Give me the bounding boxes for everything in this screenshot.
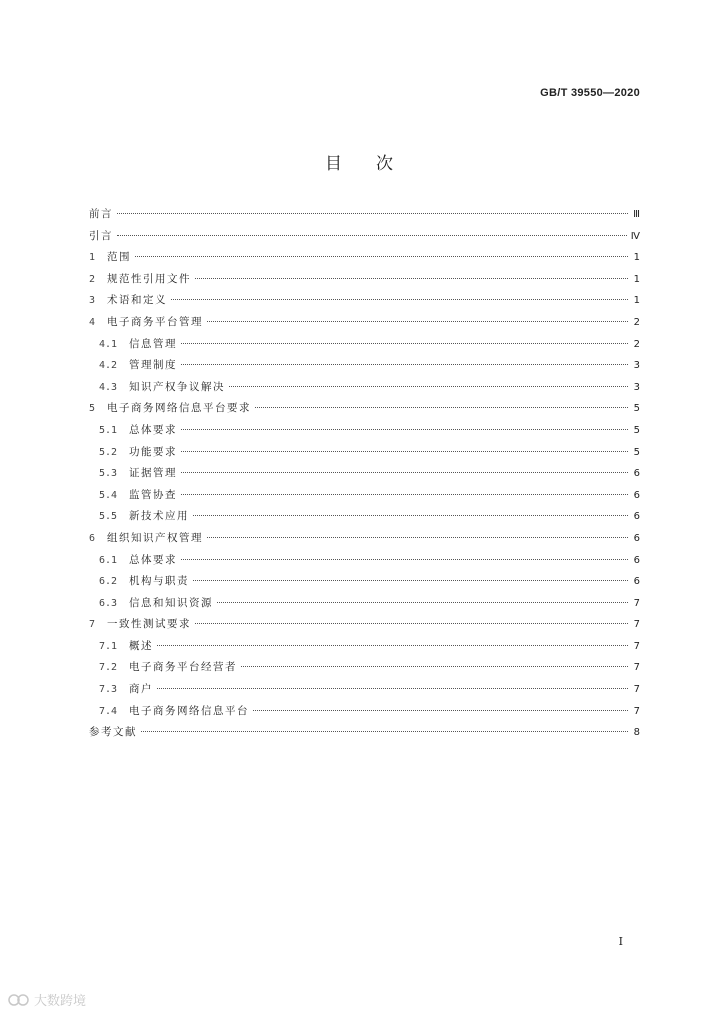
toc-entry-page: 5 <box>633 403 640 415</box>
toc-entry[interactable] <box>89 228 640 250</box>
toc-entry-title: 规范性引用文件 <box>107 272 191 285</box>
toc-entry-page: 2 <box>633 316 640 328</box>
toc-entry-title: 范围 <box>107 251 131 264</box>
dot-leader <box>229 386 628 387</box>
toc-entry-number: 4.3 <box>99 381 118 393</box>
dot-leader <box>241 666 628 667</box>
toc-entry-title: 术语和定义 <box>107 294 167 307</box>
watermark-logo-icon <box>8 993 30 1007</box>
toc-entry-number: 4 <box>89 316 96 328</box>
dot-leader <box>141 731 628 732</box>
toc-entry-title: 信息管理 <box>129 337 177 350</box>
toc-entry-page: 7 <box>633 662 640 674</box>
toc-entry-number: 7.1 <box>99 640 118 652</box>
toc-entry-number: 5.3 <box>99 468 118 480</box>
dot-leader <box>253 710 628 711</box>
toc-entry[interactable] <box>89 314 640 336</box>
toc-entry-number: 7.2 <box>99 662 118 674</box>
toc-entry[interactable] <box>89 724 640 746</box>
toc-entry-title: 功能要求 <box>129 445 177 458</box>
toc-entry[interactable] <box>89 271 640 293</box>
toc-entry[interactable] <box>89 616 640 638</box>
toc-entry-title: 组织知识产权管理 <box>107 531 203 544</box>
dot-leader <box>181 494 628 495</box>
toc-entry-page: 3 <box>633 381 640 393</box>
dot-leader <box>207 537 628 538</box>
toc-entry-title: 监管协查 <box>129 488 177 501</box>
toc-entry-page: 5 <box>633 446 640 458</box>
toc-entry-page: 1 <box>633 252 640 264</box>
toc-entry[interactable] <box>89 400 640 422</box>
standard-code: GB/T 39550—2020 <box>540 87 640 99</box>
toc-entry-number: 6.2 <box>99 576 118 588</box>
dot-leader <box>181 472 628 473</box>
toc-entry-page: 7 <box>633 619 640 631</box>
toc-entry[interactable] <box>89 573 640 595</box>
dot-leader <box>171 299 628 300</box>
toc-entry[interactable] <box>89 465 640 487</box>
toc-entry-number: 5.4 <box>99 489 118 501</box>
toc-entry-title: 信息和知识资源 <box>129 596 213 609</box>
page-title: 目次 <box>325 154 427 174</box>
toc-entry-page: 7 <box>633 597 640 609</box>
dot-leader <box>181 364 628 365</box>
toc-entry-page: 7 <box>633 705 640 717</box>
toc-entry-page: Ⅲ <box>633 209 640 220</box>
toc-entry[interactable] <box>89 379 640 401</box>
toc-entry-page: 6 <box>633 554 640 566</box>
toc-entry[interactable] <box>89 292 640 314</box>
dot-leader <box>117 235 627 236</box>
dot-leader <box>195 623 628 624</box>
toc-entry-page: Ⅳ <box>630 230 640 242</box>
toc-entry-title: 商户 <box>129 683 153 696</box>
dot-leader <box>181 343 628 344</box>
toc-entry-number: 5 <box>89 403 96 415</box>
toc-entry-title: 前言 <box>89 208 113 220</box>
toc-entry-number: 1 <box>89 252 96 264</box>
toc-entry[interactable] <box>89 206 640 228</box>
toc-entry-title: 新技术应用 <box>129 510 189 523</box>
dot-leader <box>193 515 628 516</box>
toc-entry-title: 总体要求 <box>129 423 177 436</box>
dot-leader <box>193 580 628 581</box>
dot-leader <box>135 256 628 257</box>
toc-entry-number: 3 <box>89 295 96 307</box>
table-of-contents <box>89 206 640 746</box>
toc-entry-number: 6.1 <box>99 554 118 566</box>
dot-leader <box>157 645 628 646</box>
toc-entry-title: 引言 <box>89 229 113 242</box>
toc-entry[interactable] <box>89 508 640 530</box>
toc-entry-title: 参考文献 <box>89 726 137 739</box>
toc-entry[interactable] <box>89 703 640 725</box>
toc-entry-page: 7 <box>633 640 640 652</box>
toc-entry-number: 5.1 <box>99 424 118 436</box>
toc-entry-page: 3 <box>633 360 640 372</box>
dot-leader <box>207 321 628 322</box>
toc-entry-number: 5.5 <box>99 511 118 523</box>
toc-entry[interactable] <box>89 422 640 444</box>
toc-entry[interactable] <box>89 530 640 552</box>
toc-entry-number: 7.3 <box>99 684 118 696</box>
toc-entry-title: 管理制度 <box>129 359 177 372</box>
toc-entry-number: 5.2 <box>99 446 118 458</box>
toc-entry[interactable] <box>89 595 640 617</box>
watermark <box>8 990 86 1009</box>
toc-entry[interactable] <box>89 444 640 466</box>
toc-entry-title: 电子商务平台管理 <box>107 315 203 328</box>
toc-entry-page: 6 <box>633 468 640 480</box>
toc-entry[interactable] <box>89 552 640 574</box>
toc-entry-title: 一致性测试要求 <box>107 618 191 631</box>
toc-entry[interactable] <box>89 487 640 509</box>
toc-entry[interactable] <box>89 681 640 703</box>
toc-entry-page: 5 <box>633 424 640 436</box>
toc-entry-number: 2 <box>89 273 96 285</box>
toc-entry-page: 1 <box>633 295 640 307</box>
toc-entry-number: 6 <box>89 532 96 544</box>
toc-entry-title: 证据管理 <box>129 467 177 480</box>
dot-leader <box>157 688 628 689</box>
toc-entry[interactable] <box>89 249 640 271</box>
toc-entry-title: 电子商务网络信息平台 <box>129 704 249 717</box>
toc-entry-title: 概述 <box>129 639 153 652</box>
toc-entry-page: 6 <box>633 576 640 588</box>
toc-entry[interactable] <box>89 357 640 379</box>
toc-entry-page: 7 <box>633 684 640 696</box>
toc-entry-page: 6 <box>633 532 640 544</box>
toc-entry-title: 总体要求 <box>129 553 177 566</box>
toc-entry-page: 6 <box>633 489 640 501</box>
toc-entry[interactable] <box>89 336 640 358</box>
dot-leader <box>181 429 628 430</box>
toc-entry-title: 电子商务平台经营者 <box>129 661 237 674</box>
dot-leader <box>117 213 628 214</box>
toc-entry-page: 1 <box>633 273 640 285</box>
dot-leader <box>181 451 628 452</box>
dot-leader <box>255 407 628 408</box>
toc-entry-number: 7.4 <box>99 705 118 717</box>
toc-entry-page: 6 <box>633 511 640 523</box>
toc-entry-title: 电子商务网络信息平台要求 <box>107 402 251 415</box>
toc-entry-number: 4.2 <box>99 360 118 372</box>
toc-entry-page: 8 <box>633 727 640 739</box>
dot-leader <box>217 602 628 603</box>
toc-entry-number: 4.1 <box>99 338 118 350</box>
dot-leader <box>181 559 628 560</box>
toc-entry[interactable] <box>89 638 640 660</box>
toc-entry-title: 知识产权争议解决 <box>129 380 225 393</box>
toc-entry-number: 6.3 <box>99 597 118 609</box>
page-number: I <box>618 935 623 948</box>
dot-leader <box>195 278 628 279</box>
toc-entry[interactable] <box>89 659 640 681</box>
toc-entry-title: 机构与职责 <box>129 575 189 588</box>
watermark-text: 大数跨境 <box>34 993 87 1008</box>
toc-entry-number: 7 <box>89 619 96 631</box>
toc-entry-page: 2 <box>633 338 640 350</box>
